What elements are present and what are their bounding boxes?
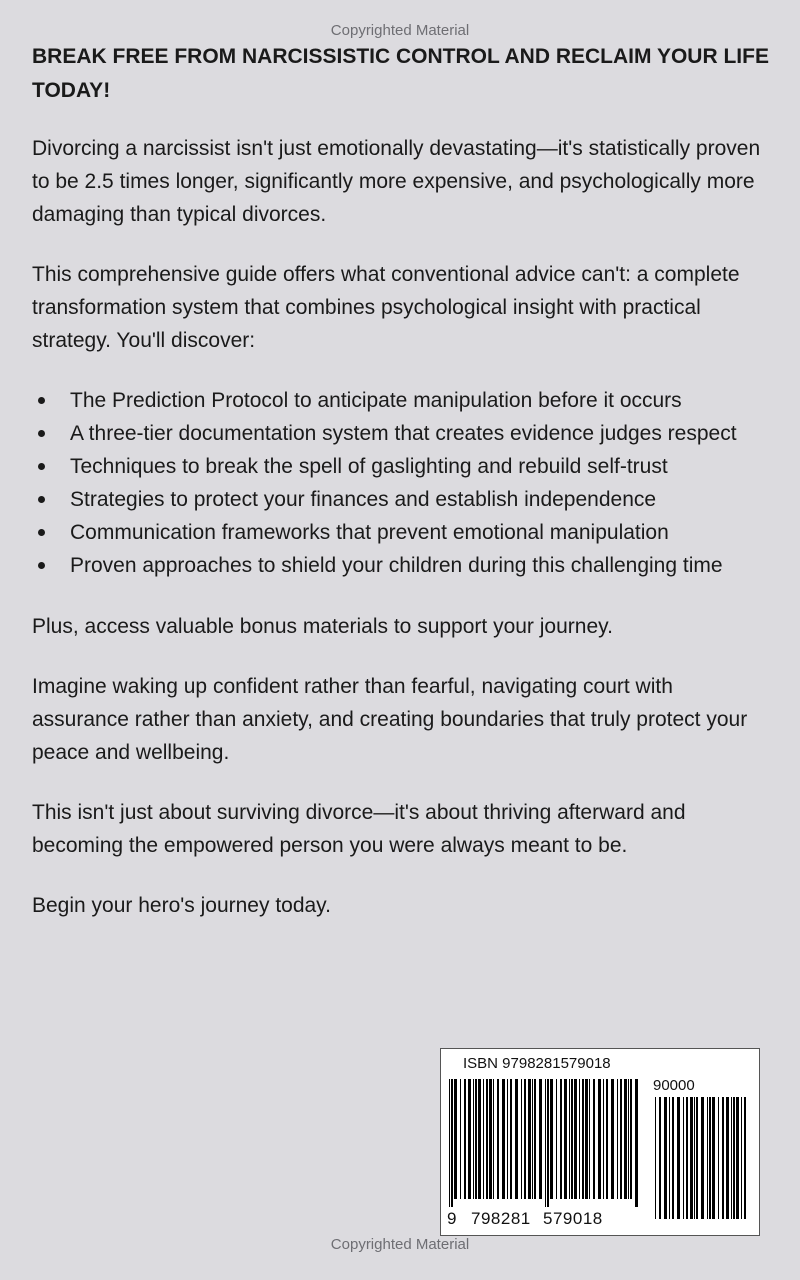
barcode-bar — [709, 1097, 711, 1219]
barcode-bar — [726, 1097, 729, 1219]
barcode-bar — [502, 1079, 505, 1199]
barcode-bar — [686, 1097, 688, 1219]
barcode-bar — [696, 1097, 698, 1219]
barcode-bar — [718, 1097, 719, 1219]
barcode-bar — [571, 1079, 573, 1199]
bullet-icon — [38, 562, 45, 569]
list-item — [32, 483, 772, 516]
addon-barcode-bars — [653, 1097, 749, 1227]
barcode-bar — [532, 1079, 533, 1199]
barcode-bar — [486, 1079, 488, 1199]
price-code: 90000 — [653, 1077, 695, 1094]
barcode-bar — [707, 1097, 708, 1219]
barcode-bar — [628, 1079, 629, 1199]
barcode-bar — [620, 1079, 622, 1199]
barcode-bar — [574, 1079, 577, 1199]
barcode-bar — [598, 1079, 601, 1199]
list-item-text: Techniques to break the spell of gaslighting and rebuild self-trust — [70, 455, 668, 478]
barcode-bar — [733, 1097, 735, 1219]
barcode-bar — [515, 1079, 518, 1199]
barcode-bar — [582, 1079, 584, 1199]
list-item — [32, 417, 772, 450]
barcode-bar — [683, 1097, 684, 1219]
bonus-paragraph: Plus, access valuable bonus materials to support your journey. — [32, 615, 613, 638]
barcode-bar — [564, 1079, 567, 1199]
barcode-bar — [507, 1079, 508, 1199]
barcode-bar — [510, 1079, 512, 1199]
barcode-bar — [664, 1097, 667, 1219]
barcode-right-digits: 579018 — [543, 1209, 603, 1228]
barcode-bar — [528, 1079, 531, 1199]
thrive-paragraph: This isn't just about surviving divorce—it's about thriving afterward and becoming the empowered person you were always meant to be. — [32, 801, 686, 857]
barcode-bar — [712, 1097, 715, 1219]
barcode-bar — [569, 1079, 570, 1199]
barcode-bar — [547, 1079, 549, 1207]
bullet-icon — [38, 397, 45, 404]
barcode-bar — [603, 1079, 604, 1199]
list-item-text: A three-tier documentation system that creates evidence judges respect — [70, 422, 737, 445]
barcode-bar — [545, 1079, 546, 1207]
barcode-bar — [460, 1079, 461, 1199]
isbn-label: ISBN 9798281579018 — [463, 1055, 611, 1072]
barcode-bar — [454, 1079, 457, 1199]
barcode-bar — [579, 1079, 580, 1199]
barcode-bar — [669, 1097, 670, 1219]
intro-paragraph: Divorcing a narcissist isn't just emotionally devastating—it's statistically proven to be 2.5 times longer, significantly more expensive, and psychologically more damaging than typical divorces. — [32, 137, 761, 226]
barcode-bar — [468, 1079, 471, 1199]
bullet-icon — [38, 529, 45, 536]
barcode-bar — [611, 1079, 614, 1199]
barcode-first-digit: 9 — [447, 1209, 457, 1228]
barcode-bar — [741, 1097, 742, 1219]
barcode-bar — [744, 1097, 746, 1219]
copyright-watermark-top: Copyrighted Material — [330, 22, 470, 39]
barcode-bar — [473, 1079, 474, 1199]
barcode-bar — [560, 1079, 562, 1199]
barcode-bar — [659, 1097, 661, 1219]
barcode-bar — [478, 1079, 481, 1199]
list-item — [32, 516, 772, 549]
barcode-bar — [722, 1097, 724, 1219]
list-item-text: Communication frameworks that prevent emotional manipulation — [70, 521, 669, 544]
list-item — [32, 450, 772, 483]
list-item — [32, 549, 772, 582]
barcode-bar — [655, 1097, 656, 1219]
bullet-icon — [38, 430, 45, 437]
barcode-bar — [550, 1079, 553, 1199]
barcode-bar — [524, 1079, 526, 1199]
barcode-bar — [589, 1079, 590, 1199]
barcode-bar — [497, 1079, 499, 1199]
barcode-bar — [451, 1079, 453, 1207]
imagine-paragraph: Imagine waking up confident rather than fearful, navigating court with assurance rather than anxiety, and creating boundaries that truly protect your peace and wellbeing. — [32, 675, 748, 764]
copyright-watermark-bottom: Copyrighted Material — [330, 1236, 470, 1253]
barcode-bar — [464, 1079, 466, 1199]
guide-paragraph: This comprehensive guide offers what conventional advice can't: a complete transformation system that combines psychological insight with practical strategy. You'll discover: — [32, 263, 740, 352]
barcode-bar — [690, 1097, 693, 1219]
barcode-bar — [493, 1079, 494, 1199]
barcode-bar — [672, 1097, 674, 1219]
barcode-bar — [617, 1079, 618, 1199]
headline: BREAK FREE FROM NARCISSISTIC CONTROL AND RECLAIM YOUR LIFE TODAY! — [32, 45, 769, 102]
barcode-bar — [585, 1079, 588, 1199]
barcode-bar — [624, 1079, 627, 1199]
barcode-bar — [483, 1079, 484, 1199]
barcode-bar — [606, 1079, 608, 1199]
barcode-bar — [489, 1079, 492, 1199]
bullet-icon — [38, 463, 45, 470]
main-barcode-bars — [447, 1079, 643, 1207]
barcode-bar — [534, 1079, 536, 1199]
barcode-bar — [701, 1097, 704, 1219]
list-item-text: Proven approaches to shield your children during this challenging time — [70, 554, 723, 577]
list-item-text: Strategies to protect your finances and establish independence — [70, 488, 657, 511]
barcode-bar — [731, 1097, 732, 1219]
barcode-bar — [449, 1079, 450, 1207]
barcode-bar — [736, 1097, 739, 1219]
barcode-bar — [556, 1079, 557, 1199]
barcode-bar — [539, 1079, 542, 1199]
barcode-bar — [677, 1097, 680, 1219]
bullet-icon — [38, 496, 45, 503]
feature-list — [32, 384, 772, 582]
isbn-barcode — [440, 1048, 760, 1236]
barcode-bar — [630, 1079, 632, 1199]
list-item-text: The Prediction Protocol to anticipate manipulation before it occurs — [70, 389, 682, 412]
cover-text — [32, 40, 772, 949]
barcode-bar — [635, 1079, 638, 1207]
closing-line: Begin your hero's journey today. — [32, 894, 331, 917]
barcode-bar — [475, 1079, 477, 1199]
barcode-bar — [521, 1079, 522, 1199]
barcode-bar — [694, 1097, 695, 1219]
list-item — [32, 384, 772, 417]
barcode-left-digits: 798281 — [471, 1209, 531, 1228]
barcode-bar — [593, 1079, 595, 1199]
